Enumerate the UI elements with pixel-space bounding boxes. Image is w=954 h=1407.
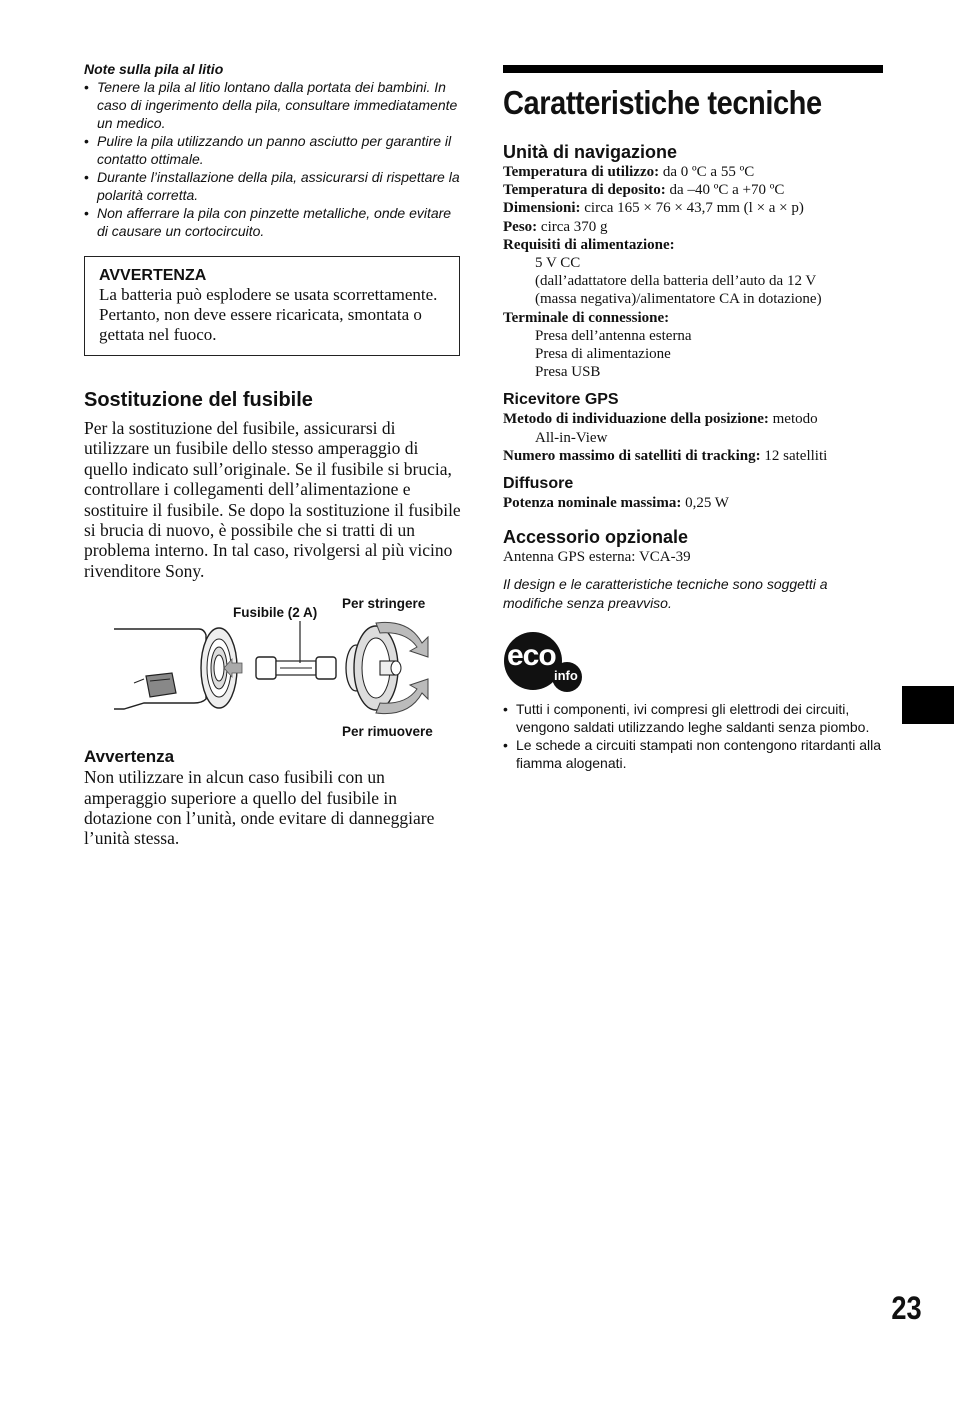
spec-terminals-label — [503, 309, 883, 327]
left-column — [84, 60, 464, 849]
disclaimer: Il design e le caratteristiche tecniche sono soggetti a modifiche senza preavviso. — [503, 576, 828, 612]
warning-text: La batteria può esplodere se usata scorrettamente. Pertanto, non deve essere ricaricata, smontata o gettata nel fuoco. — [99, 285, 438, 344]
spec-terminal: Presa dell’antenna esterna — [535, 327, 692, 344]
spec-power-line: (dall’adattatore della batteria dell’auto da 12 V — [535, 273, 817, 290]
list-item: • Durante l’installazione della pila, assicurarsi di rispettare la polarità corretta. — [84, 168, 464, 204]
spec-terminal: Presa USB — [535, 364, 601, 381]
spec-storage-temp — [503, 181, 883, 199]
spec-label: Requisiti di alimentazione: — [503, 236, 675, 253]
fuse-illustration — [84, 591, 464, 741]
spec-op-temp — [503, 163, 883, 181]
eco-logo-text: eco — [507, 639, 556, 673]
list-item: • Pulire la pila utilizzando un panno asciutto per garantire il contatto ottimale. — [84, 132, 464, 168]
spec-label: Terminale di connessione: — [503, 309, 670, 326]
eco-list — [503, 700, 883, 772]
lithium-note-title: Note sulla pila al litio — [84, 61, 224, 77]
spec-label: Temperatura di utilizzo: — [503, 164, 660, 180]
warning-title: AVVERTENZA — [99, 267, 207, 284]
spec-gps-method-cont: All-in-View — [535, 429, 608, 446]
right-column — [503, 60, 883, 772]
spec-gps-method — [503, 410, 883, 428]
spec-weight — [503, 218, 883, 236]
spec-value: circa 370 g — [537, 218, 608, 235]
accessory-heading: Accessorio opzionale — [503, 527, 689, 548]
spec-value: da –40 ºC a +70 ºC — [665, 182, 785, 199]
caution-body: Non utilizzare in alcun caso fusibili con un amperaggio superiore a quello del fusibile in dotazione con l’unità, onde evitare di danneggiare l’unità stessa. — [84, 767, 435, 849]
caution-heading: Avvertenza — [84, 747, 175, 767]
spec-label: Temperatura di deposito: — [503, 182, 666, 199]
remove-label: Per rimuovere — [342, 724, 433, 740]
battery-warning-box — [84, 256, 460, 356]
accessory-text: Antenna GPS esterna: VCA-39 — [503, 549, 691, 566]
speaker-heading: Diffusore — [503, 475, 574, 493]
fuse-figure — [84, 591, 464, 741]
spec-label: Peso: — [503, 218, 538, 235]
spec-value: da 0 ºC a 55 ºC — [659, 164, 755, 180]
list-item: • Tutti i componenti, ivi compresi gli elettrodi dei circuiti, vengono saldati utilizzando leghe saldanti senza piombo. — [503, 700, 883, 736]
section-tab-marker — [902, 686, 954, 724]
gps-heading: Ricevitore GPS — [503, 391, 619, 409]
list-item: • Le schede a circuiti stampati non contengono ritardanti alla fiamma alogenati. — [503, 736, 883, 772]
spec-value: 0,25 W — [681, 495, 729, 512]
lithium-note-list — [84, 78, 464, 240]
spec-speaker-power — [503, 494, 883, 512]
eco-logo-subtext: info — [554, 668, 578, 684]
spec-gps-satellites — [503, 447, 883, 465]
spec-label: Numero massimo di satelliti di tracking: — [503, 447, 761, 464]
nav-unit-heading: Unità di navigazione — [503, 142, 678, 162]
eco-info-logo — [503, 631, 583, 697]
page-title: Caratteristiche tecniche — [503, 84, 822, 121]
spec-label: Metodo di individuazione della posizione: — [503, 411, 769, 428]
list-item: • Non afferrare la pila con pinzette metalliche, onde evitare di causare un cortocircuito. — [84, 204, 464, 240]
fuse-section-body: Per la sostituzione del fusibile, assicurarsi di utilizzare un fusibile dello stesso amperaggio di quello indicato sull’originale. Se il fusibile si brucia, controllare i collegamenti dell’alimentazione e sostituire il fusibile. Se dopo la sostituzione il fusibile si brucia di nuovo, è possibile che si tratti di un problema interno. In tal caso, rivolgersi al più vicino rivenditore Sony. — [84, 418, 461, 581]
spec-label: Dimensioni: — [503, 200, 581, 217]
fuse-label: Fusibile (2 A) — [233, 605, 318, 621]
spec-value: circa 165 × 76 × 43,7 mm (l × a × p) — [580, 200, 804, 217]
spec-power-label — [503, 236, 883, 254]
tighten-label: Per stringere — [342, 596, 426, 612]
fuse-section-heading: Sostituzione del fusibile — [84, 389, 313, 411]
spec-value: 12 satelliti — [760, 447, 828, 464]
spec-power-line: 5 V CC — [535, 255, 581, 272]
spec-value: metodo — [768, 411, 818, 428]
page-number: 23 — [891, 1290, 922, 1326]
title-rule — [503, 65, 883, 73]
spec-terminal: Presa di alimentazione — [535, 346, 671, 363]
spec-label: Potenza nominale massima: — [503, 495, 682, 512]
list-item: • Tenere la pila al litio lontano dalla portata dei bambini. In caso di ingerimento della pila, consultare immediatamente un medico. — [84, 78, 464, 132]
spec-dimensions — [503, 199, 883, 217]
spec-power-line: (massa negativa)/alimentatore CA in dotazione) — [535, 291, 822, 308]
